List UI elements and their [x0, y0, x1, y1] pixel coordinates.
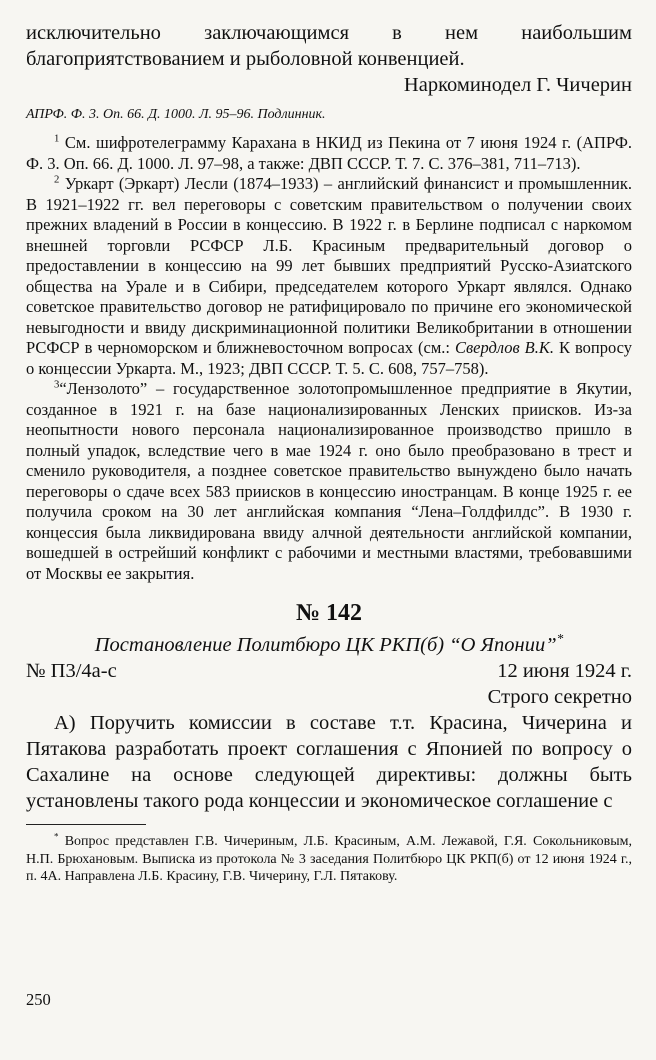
footnote-mark: * — [54, 831, 59, 842]
note-1-mark: 1 — [54, 132, 60, 145]
document-title — [26, 632, 632, 658]
note-2-text-after: К вопросу о концессии Уркарта. М., 1923; ДВП СССР. Т. 5. С. 608, 757–758). — [26, 338, 632, 378]
footnote-divider — [26, 824, 146, 825]
note-1-text: См. шифротелеграмму Карахана в НКИД из Пекина от 7 июня 1924 г. (АПРФ. Ф. 3. Оп. 66. Д. 1000. Л. 97–98, а также: ДВП СССР. Т. 7. С. 376–381, 711–713). — [26, 133, 633, 173]
note-1 — [26, 133, 632, 174]
page-content — [26, 20, 632, 886]
protocol-number: № П3/4а-с — [26, 660, 117, 682]
archive-reference: АПРФ. Ф. 3. Оп. 66. Д. 1000. Л. 95–96. Подлинник. — [26, 107, 326, 122]
page-number: 250 — [26, 990, 51, 1009]
document-title-mark: * — [556, 631, 564, 647]
closing-text: исключительно заключающимся в нем наибольшим благоприятствованием и рыболовной конвенцией. — [26, 22, 632, 70]
signature: Наркоминодел Г. Чичерин — [403, 74, 632, 96]
document-meta-row — [26, 658, 632, 684]
footnote — [26, 833, 632, 886]
note-2-author: Свердлов В.К. — [455, 338, 554, 357]
document-body: А) Поручить комиссии в составе т.т. Красина, Чичерина и Пятакова разработать проект соглашения с Японией по вопросу о Сахалине на основе следующей директивы: должны быть установлены такого рода концессии и экономическое соглашение с — [26, 712, 632, 812]
document-date: 12 июня 1924 г. — [497, 660, 632, 682]
note-2-mark: 2 — [54, 173, 60, 186]
note-3-mark: 3 — [54, 378, 60, 391]
note-3 — [26, 379, 632, 584]
document-title-text: Постановление Политбюро ЦК РКП(б) “О Японии” — [94, 634, 557, 656]
footnote-text: Вопрос представлен Г.В. Чичериным, Л.Б. Красиным, А.М. Лежавой, Г.Я. Сокольниковым, Н.П. Брюхановым. Выписка из протокола № 3 заседания Политбюро ЦК РКП(б) от 12 июня 1924 г., п. 4А. Направлена Л.Б. Красину, Г.В. Чичерину, Г.Л. Пятакову. — [26, 834, 633, 884]
note-3-text: “Лензолото” – государственное золотопромышленное предприятие в Якутии, созданное в 1921 г. на базе национализированных Ленских приисков. Из-за неопытности нового персонала национализированное производство пришло в полный упадок, вследствие чего в мае 1924 г. оно было преобразовано в трест и сменило руководителя, а позднее советское правительство вынуждено было начать переговоры о сдаче всех 583 приисков в концессию иностранцам. В конце 1925 г. ее получила сроком на 30 лет английская компания “Лена–Голдфилдс”. В 1930 г. концессия была ликвидирована ввиду алчной деятельности английской компании, вошедшей в острейший конфликт с рабочими и местными властями, требовавшими от Москвы ее закрытия. — [26, 379, 632, 583]
classification: Строго секретно — [487, 686, 632, 708]
note-2 — [26, 174, 632, 379]
document-number: № 142 — [295, 600, 363, 626]
note-2-text-before: Уркарт (Эркарт) Лесли (1874–1933) – английский финансист и промышленник. В 1921–1922 гг. вел переговоры с советским правительством о получении своих прежних владений в России в концессию. В 1922 г. в Берлине подписал с наркомом внешней торговли РСФСР Л.Б. Красиным предварительный договор о предоставлении в концессию на 99 лет бывших предприятий Русско-Азиатского общества на Урале и в Сибири, председателем которого Уркарт являлся. Однако советское правительство договор не ратифицировало по причине его экономической невыгодности и ввиду дискриминационной политики Великобритании в отношении РСФСР в черноморском и ближневосточном вопросах (см.: — [26, 174, 632, 357]
